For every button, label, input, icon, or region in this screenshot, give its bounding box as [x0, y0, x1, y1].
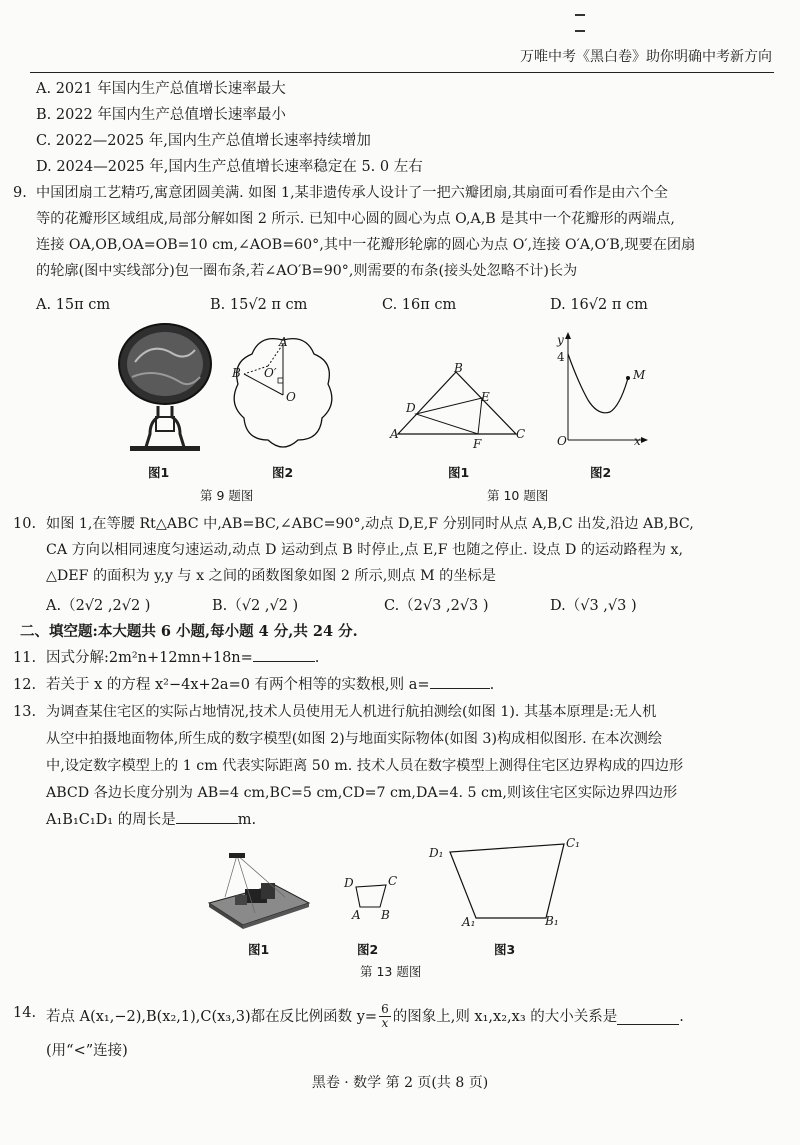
q9-option-c: C. 16π cm: [382, 297, 457, 313]
q10-graph-y: y: [557, 333, 564, 347]
q12-number: 12.: [13, 677, 37, 693]
q8-option-c: C. 2022—2025 年,国内生产总值增长速率持续增加: [36, 133, 371, 149]
q13-small-d: D: [344, 876, 354, 890]
top-marks: [575, 4, 609, 7]
q12-answer-blank[interactable]: [430, 688, 490, 689]
q10-caption: 第 10 题图: [487, 488, 549, 503]
q13-line-4: ABCD 各边长度分别为 AB=4 cm,BC=5 cm,CD=7 cm,DA=4. 5 cm,则该住宅区实际边界四边形: [46, 785, 678, 801]
q13-line-3: 中,设定数字模型上的 1 cm 代表实际距离 50 m. 技术人员在数字模型上测得住宅区边界构成的四边形: [46, 758, 684, 774]
q11-text: 因式分解:2m²n+12mn+18n= .: [46, 650, 320, 666]
q10-graph-o: O: [557, 434, 567, 448]
q10-line-3: △DEF 的面积为 y,y 与 x 之间的函数图象如图 2 所示,则点 M 的坐标是: [46, 568, 496, 584]
q10-line-1: 如图 1,在等腰 Rt△ABC 中,AB=BC,∠ABC=90°,动点 D,E,F 分别同时从点 A,B,C 出发,沿边 AB,BC,: [46, 516, 694, 532]
q13-number: 13.: [13, 704, 37, 720]
q13-fig2-label: 图2: [357, 942, 379, 957]
q10-label-c: C: [516, 427, 526, 441]
q10-option-d: D.（√3 ,√3 ): [550, 598, 637, 614]
q10-graph-m: M: [633, 368, 646, 382]
page-footer: 黑卷 · 数学 第 2 页(共 8 页): [311, 1075, 489, 1091]
q13-small-a: A: [352, 908, 361, 922]
q13-stem-last: A₁B₁C₁D₁ 的周长是: [46, 812, 176, 828]
q13-fig1-label: 图1: [248, 942, 270, 957]
q12-text: 若关于 x 的方程 x²−4x+2a=0 有两个相等的实数根,则 a= .: [46, 677, 495, 693]
q9-line-3: 连接 OA,OB,OA=OB=10 cm,∠AOB=60°,其中一花瓣形轮廓的圆心为点 O′,连接 O′A,O′B,现要在团扇: [36, 237, 696, 253]
q10-line-2: CA 方向以相同速度匀速运动,动点 D 运动到点 B 时停止,点 E,F 也随之停止. 设点 D 的运动路程为 x,: [46, 542, 684, 558]
q10-graph-x: x: [634, 434, 641, 448]
q14-text: 若点 A(x₁,−2),B(x₂,1),C(x₃,3)都在反比例函数 y= $\frac{6}{x}$ 的图象上,则 x₁,x₂,x₃ 的大小关系是 .: [46, 1002, 684, 1030]
q10-option-c: C.（2√3 ,2√3 ): [384, 598, 489, 614]
q13-caption: 第 13 题图: [360, 964, 422, 979]
q10-label-b: B: [454, 361, 463, 375]
q10-label-a: A: [390, 427, 399, 441]
q9-option-a: A. 15π cm: [36, 297, 111, 313]
q10-triangle-figure: [378, 362, 528, 444]
q13-small-c: C: [388, 874, 398, 888]
q13-answer-blank[interactable]: [176, 823, 238, 824]
q14-frac-denominator: x: [381, 1016, 389, 1030]
q10-graph-4: 4: [557, 350, 565, 364]
q9-line-2: 等的花瓣形区域组成,局部分解如图 2 所示. 已知中心圆的圆心为点 O,A,B 是其中一个花瓣形的两端点,: [36, 211, 675, 227]
q9-label-o: O: [286, 390, 296, 404]
q9-line-4: 的轮廓(图中实线部分)包一圈布条,若∠AO′B=90°,则需要的布条(接头处忽略不计)长为: [36, 263, 578, 279]
q13-fig3-label: 图3: [494, 942, 516, 957]
q13-line-2: 从空中拍摄地面物体,所生成的数字模型(如图 2)与地面实际物体(如图 3)构成相似图形. 在本次测绘: [46, 731, 663, 747]
q9-caption: 第 9 题图: [200, 488, 254, 503]
q10-label-f: F: [473, 437, 482, 451]
q13-drone-figure: [205, 853, 313, 933]
q10-fig2-label: 图2: [590, 465, 612, 480]
q11-answer-blank[interactable]: [253, 661, 315, 662]
q8-option-b: B. 2022 年国内生产总值增长速率最小: [36, 107, 286, 123]
q10-option-b: B.（√2 ,√2 ): [212, 598, 299, 614]
section-2-heading: 二、填空题:本大题共 6 小题,每小题 4 分,共 24 分.: [20, 623, 358, 640]
q8-option-d: D. 2024—2025 年,国内生产总值增长速率稳定在 5. 0 左右: [36, 159, 423, 175]
q14-number: 14.: [13, 1005, 37, 1021]
q10-label-d: D: [406, 401, 416, 415]
q9-fig2-label: 图2: [272, 465, 294, 480]
q14-stem-after: 的图象上,则 x₁,x₂,x₃ 的大小关系是: [392, 1008, 618, 1025]
q12-stem: 若关于 x 的方程 x²−4x+2a=0 有两个相等的实数根,则 a=: [46, 677, 430, 693]
q14-stem-before: 若点 A(x₁,−2),B(x₂,1),C(x₃,3)都在反比例函数 y=: [46, 1008, 378, 1025]
q14-answer-blank[interactable]: [617, 1008, 679, 1025]
q13-big-c1: C₁: [566, 836, 580, 850]
q13-big-a1: A₁: [462, 915, 476, 929]
q10-option-a: A.（2√2 ,2√2 ): [46, 598, 151, 614]
q13-big-b1: B₁: [545, 914, 559, 928]
q10-label-e: E: [481, 390, 490, 404]
q9-fan-figure: [110, 322, 220, 457]
q10-function-graph: [548, 330, 650, 446]
q14-note: (用“<”连接): [46, 1043, 128, 1059]
q9-petal-diagram: [228, 332, 338, 457]
q13-small-b: B: [381, 908, 390, 922]
q11-stem: 因式分解:2m²n+12mn+18n=: [46, 650, 253, 666]
header-rule: [30, 72, 774, 73]
q13-big-d1: D₁: [429, 846, 444, 860]
q11-number: 11.: [13, 650, 37, 666]
header-slogan: 万唯中考《黑白卷》助你明确中考新方向: [520, 49, 772, 65]
q9-label-a: A: [279, 335, 288, 349]
q13-line-5: A₁B₁C₁D₁ 的周长是 m.: [46, 812, 257, 828]
q14-fraction: [379, 1003, 391, 1030]
q8-option-a: A. 2021 年国内生产总值增长速率最大: [36, 81, 286, 97]
q9-fig1-label: 图1: [148, 465, 170, 480]
q14-frac-numerator: 6: [381, 1002, 389, 1016]
q9-option-b: B. 15√2 π cm: [210, 297, 308, 313]
q9-label-b: B: [232, 366, 241, 380]
q10-number: 10.: [13, 516, 37, 532]
q9-option-d: D. 16√2 π cm: [550, 297, 648, 313]
q9-label-o-prime: O′: [264, 366, 277, 380]
q9-line-1: 中国团扇工艺精巧,寓意团圆美满. 如图 1,某非遗传承人设计了一把六瓣团扇,其扇面可看作是由六个全: [36, 185, 668, 201]
q9-number: 9.: [13, 185, 27, 201]
q10-fig1-label: 图1: [448, 465, 470, 480]
q13-line-1: 为调查某住宅区的实际占地情况,技术人员使用无人机进行航拍测绘(如图 1). 其基本原理是:无人机: [46, 704, 657, 720]
